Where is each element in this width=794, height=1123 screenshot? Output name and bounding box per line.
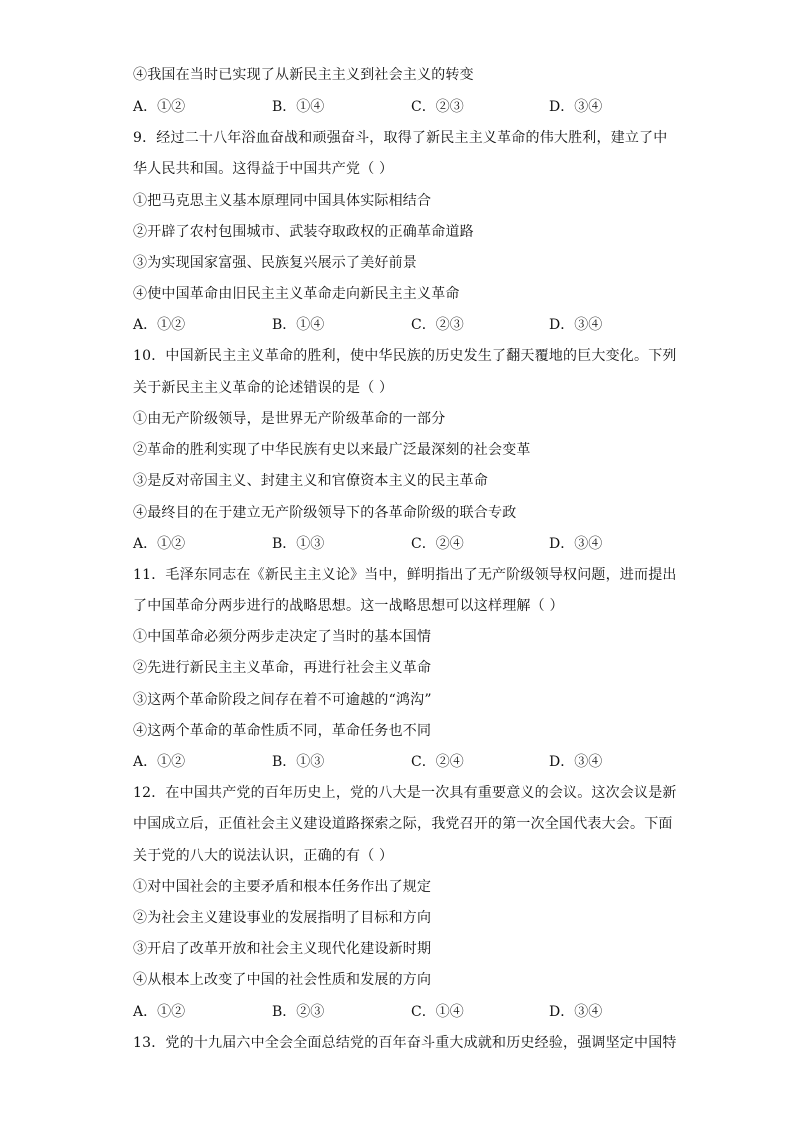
q11-option-c[interactable]: C．②④ bbox=[411, 754, 464, 770]
q12-stem-line-3: 关于党的八大的说法认识，正确的有（ ） bbox=[133, 848, 394, 864]
q10-option-b[interactable]: B．①③ bbox=[272, 536, 325, 552]
q10-stem-line-2: 关于新民主主义革命的论述错误的是（ ） bbox=[133, 380, 394, 396]
q11-item-1: ①中国革命必须分两步走决定了当时的基本国情 bbox=[133, 629, 432, 645]
q12-item-2: ②为社会主义建设事业的发展指明了目标和方向 bbox=[133, 910, 432, 926]
q10-options bbox=[133, 534, 693, 554]
q8-item-4: ④我国在当时已实现了从新民主主义到社会主义的转变 bbox=[133, 67, 474, 83]
q11-item-2: ②先进行新民主主义革命，再进行社会主义革命 bbox=[133, 660, 432, 676]
q11-item-3: ③这两个革命阶段之间存在着不可逾越的“鸿沟” bbox=[133, 692, 432, 708]
q12-option-c[interactable]: C．①④ bbox=[411, 1004, 464, 1020]
q10-item-3: ③是反对帝国主义、封建主义和官僚资本主义的民主革命 bbox=[133, 473, 488, 489]
q11-stem-line-2: 了中国革命分两步进行的战略思想。这一战略思想可以这样理解（ ） bbox=[133, 598, 564, 614]
q12-option-b[interactable]: B．②③ bbox=[272, 1004, 325, 1020]
q9-item-1: ①把马克思主义基本原理同中国具体实际相结合 bbox=[133, 193, 432, 209]
q9-option-a[interactable]: A．①② bbox=[133, 317, 186, 333]
q9-option-c[interactable]: C．②③ bbox=[411, 317, 464, 333]
q10-option-d[interactable]: D．③④ bbox=[549, 536, 603, 552]
q9-item-2: ②开辟了农村包围城市、武装夺取政权的正确革命道路 bbox=[133, 224, 474, 240]
q12-option-a[interactable]: A．①② bbox=[133, 1004, 186, 1020]
q9-option-b[interactable]: B．①④ bbox=[272, 317, 325, 333]
q13-stem-line-1: 13．党的十九届六中全会全面总结党的百年奋斗重大成就和历史经验，强调坚定中国特 bbox=[133, 1035, 677, 1051]
q12-stem-line-2: 中国成立后，正值社会主义建设道路探索之际，我党召开的第一次全国代表大会。下面 bbox=[133, 816, 673, 832]
q8-options bbox=[133, 97, 693, 117]
q12-options bbox=[133, 1002, 693, 1022]
q8-option-c[interactable]: C．②③ bbox=[411, 99, 464, 115]
q11-option-d[interactable]: D．③④ bbox=[549, 754, 603, 770]
q12-item-3: ③开启了改革开放和社会主义现代化建设新时期 bbox=[133, 941, 432, 957]
q9-stem-line-1: 9．经过二十八年浴血奋战和顽强奋斗，取得了新民主主义革命的伟大胜利，建立了中 bbox=[133, 130, 668, 146]
q12-item-4: ④从根本上改变了中国的社会性质和发展的方向 bbox=[133, 972, 432, 988]
q8-option-b[interactable]: B．①④ bbox=[272, 99, 325, 115]
q12-item-1: ①对中国社会的主要矛盾和根本任务作出了规定 bbox=[133, 879, 432, 895]
q12-stem-line-1: 12．在中国共产党的百年历史上，党的八大是一次具有重要意义的会议。这次会议是新 bbox=[133, 785, 677, 801]
q9-item-3: ③为实现国家富强、民族复兴展示了美好前景 bbox=[133, 255, 417, 271]
q10-item-4: ④最终目的在于建立无产阶级领导下的各革命阶级的联合专政 bbox=[133, 505, 517, 521]
q10-option-c[interactable]: C．②④ bbox=[411, 536, 464, 552]
q8-option-d[interactable]: D．③④ bbox=[549, 99, 603, 115]
q10-stem-line-1: 10．中国新民主主义革命的胜利，使中华民族的历史发生了翻天覆地的巨大变化。下列 bbox=[133, 348, 677, 364]
q11-stem-line-1: 11．毛泽东同志在《新民主主义论》当中，鲜明指出了无产阶级领导权问题，进而提出 bbox=[133, 567, 677, 583]
q8-option-a[interactable]: A．①② bbox=[133, 99, 186, 115]
q10-item-2: ②革命的胜利实现了中华民族有史以来最广泛最深刻的社会变革 bbox=[133, 442, 531, 458]
q11-option-a[interactable]: A．①② bbox=[133, 754, 186, 770]
q10-option-a[interactable]: A．①② bbox=[133, 536, 186, 552]
q9-option-d[interactable]: D．③④ bbox=[549, 317, 603, 333]
q10-item-1: ①由无产阶级领导，是世界无产阶级革命的一部分 bbox=[133, 411, 446, 427]
q11-options bbox=[133, 752, 693, 772]
q11-item-4: ④这两个革命的革命性质不同，革命任务也不同 bbox=[133, 723, 432, 739]
q9-stem-line-2: 华人民共和国。这得益于中国共产党（ ） bbox=[133, 161, 394, 177]
q11-option-b[interactable]: B．①③ bbox=[272, 754, 325, 770]
q12-option-d[interactable]: D．③④ bbox=[549, 1004, 603, 1020]
q9-options bbox=[133, 315, 693, 335]
q9-item-4: ④使中国革命由旧民主主义革命走向新民主主义革命 bbox=[133, 286, 460, 302]
